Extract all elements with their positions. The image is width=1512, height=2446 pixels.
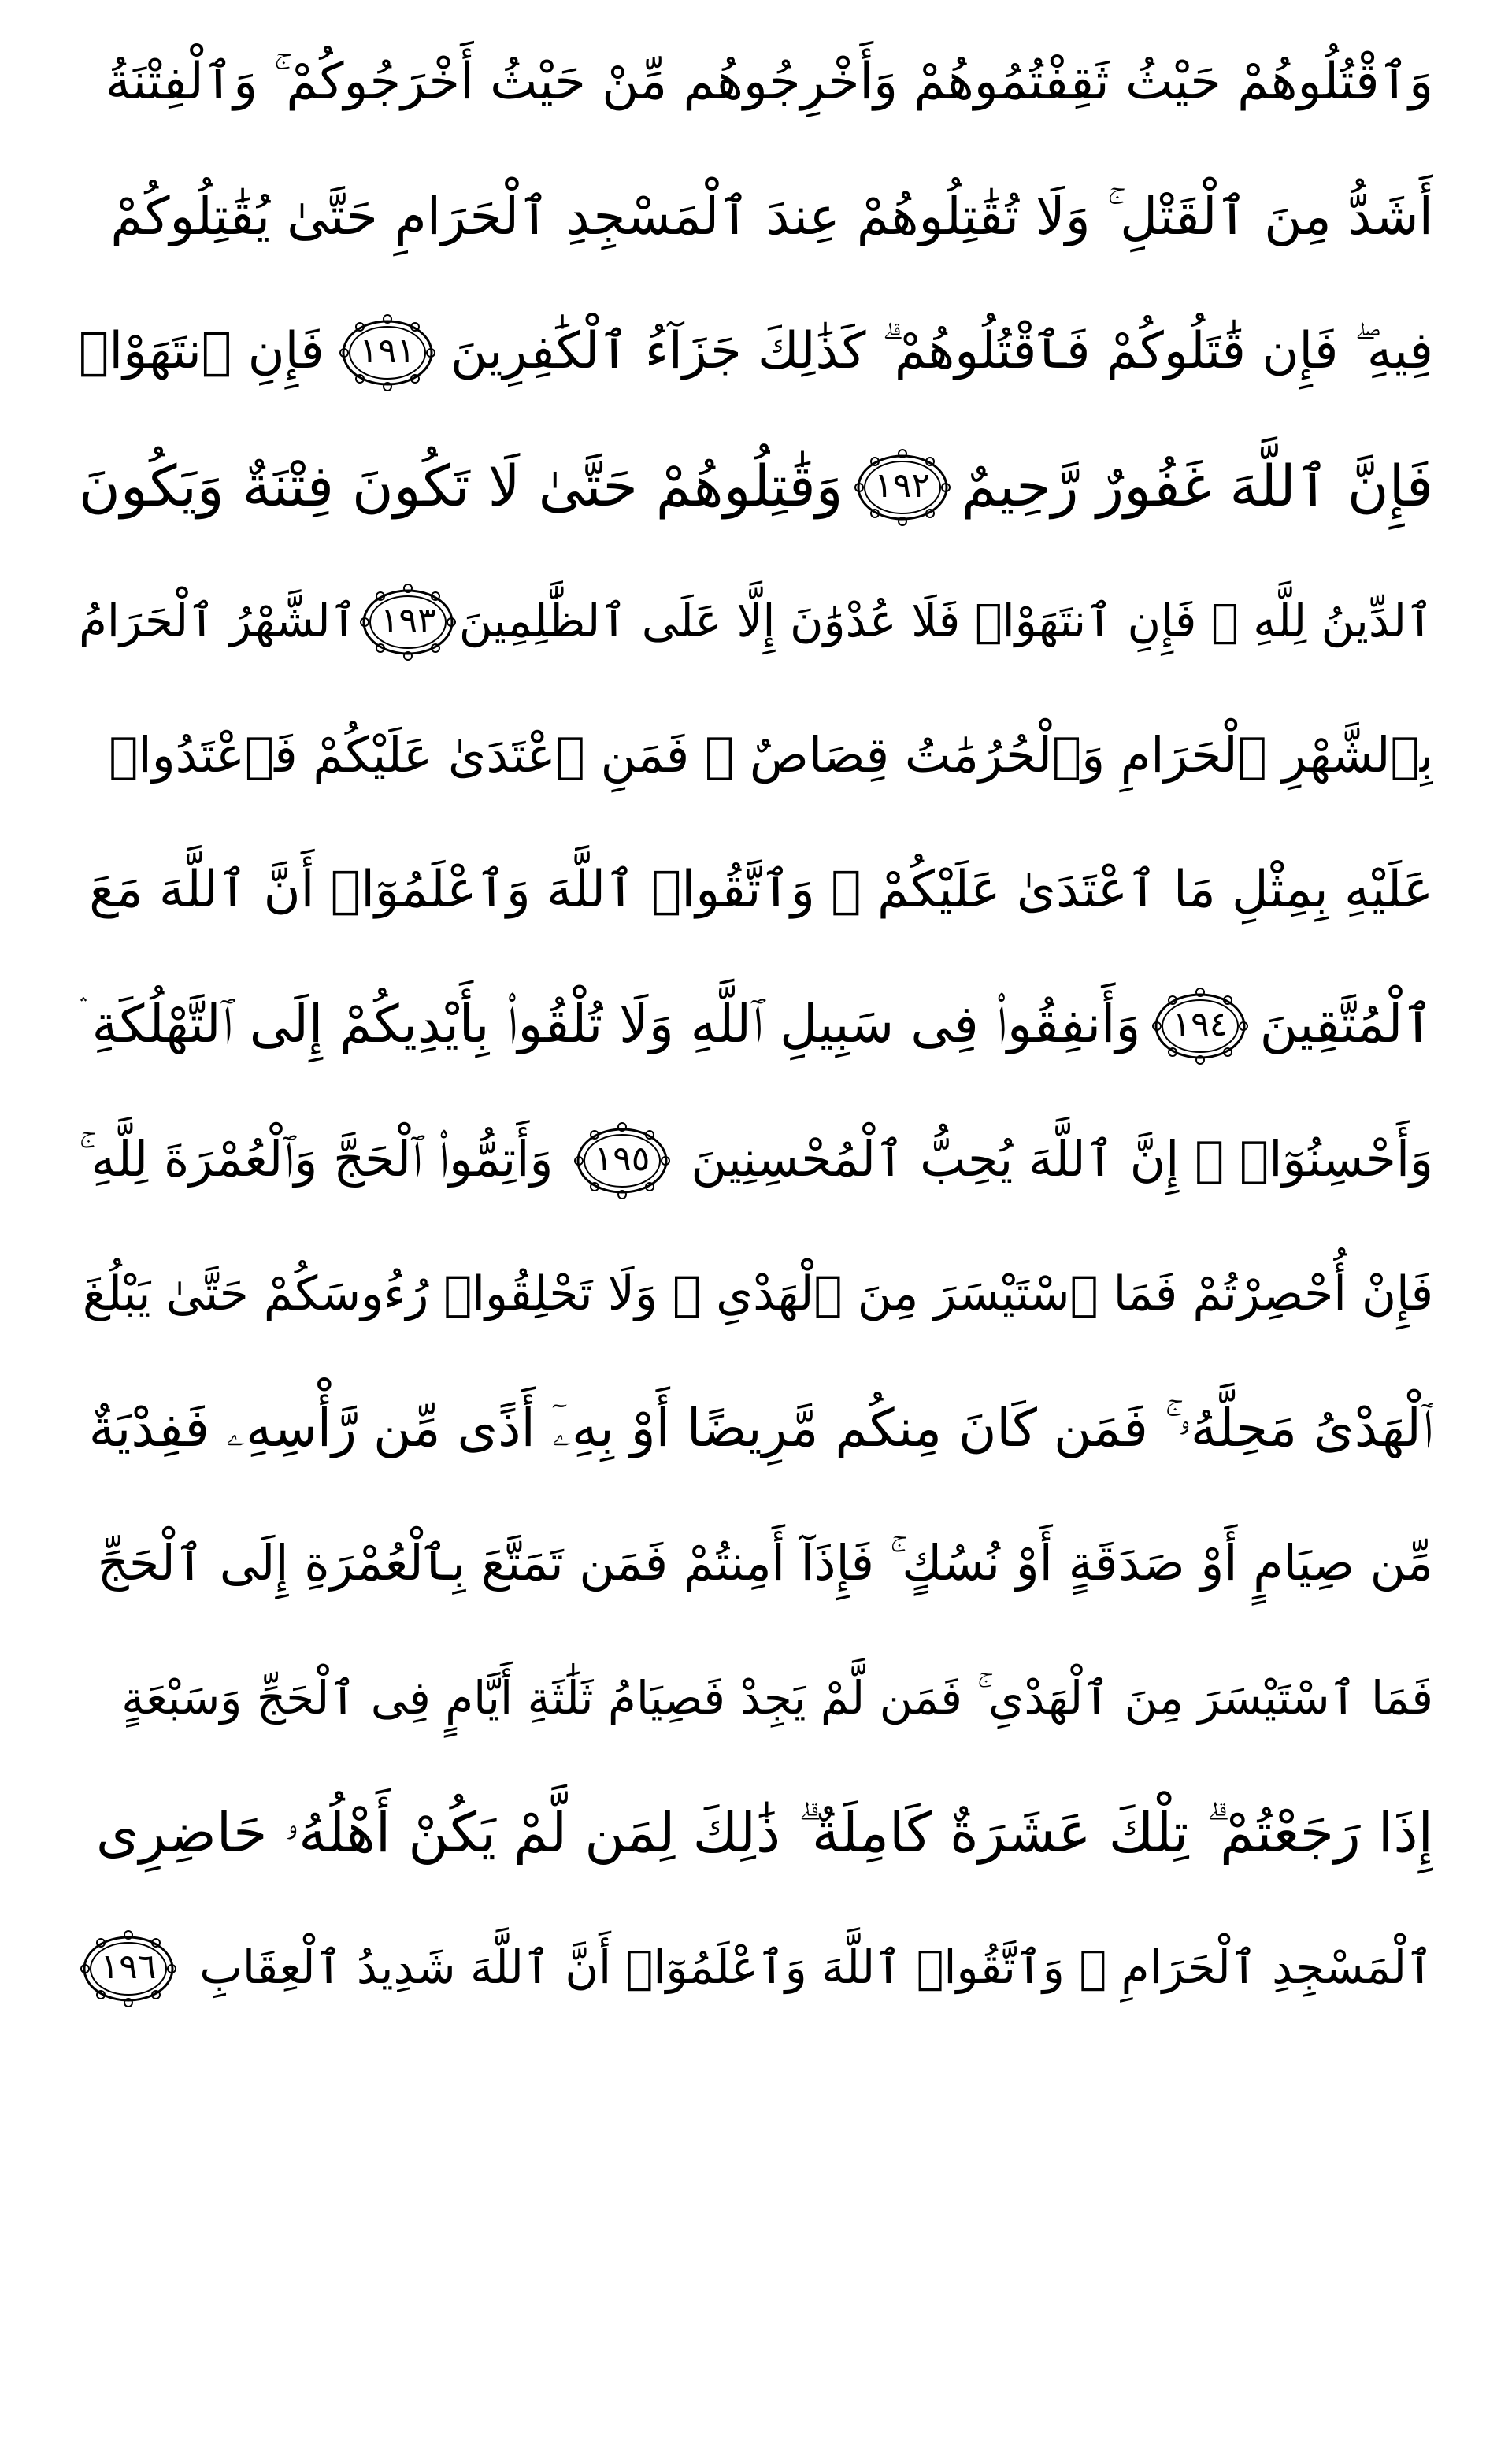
verse-text: بِٱلشَّهْرِ ٱلْحَرَامِ وَٱلْحُرُمَٰتُ قِصَاصٌ ۚ فَمَنِ ٱعْتَدَىٰ عَلَيْكُمْ فَٱعْتَدُوا۟ [109, 725, 1433, 784]
text-line [79, 1630, 1433, 1765]
verse-text: إِذَا رَجَعْتُمْ ۗ تِلْكَ عَشَرَةٌ كَامِلَةٌ ۗ ذَٰلِكَ لِمَن لَّمْ يَكُنْ أَهْلُهُۥ حَاضِرِى [95, 1799, 1433, 1865]
text-line [79, 822, 1433, 957]
text-line [79, 1495, 1433, 1630]
ayah-end-marker [358, 579, 458, 662]
text-line [79, 957, 1433, 1091]
verse-text: أَشَدُّ مِنَ ٱلْقَتْلِ ۚ وَلَا تُقَٰتِلُوهُمْ عِندَ ٱلْمَسْجِدِ ٱلْحَرَامِ حَتَّىٰ يُقَٰتِلُوكُمْ [110, 185, 1433, 246]
text-line [79, 1361, 1433, 1495]
verse-text: وَقَٰتِلُوهُمْ حَتَّىٰ لَا تَكُونَ فِتْنَةٌ وَيَكُونَ [79, 452, 843, 519]
text-line [79, 1226, 1433, 1361]
verse-text: فَإِنْ أُحْصِرْتُمْ فَمَا ٱسْتَيْسَرَ مِنَ ٱلْهَدْىِ ۖ وَلَا تَحْلِقُوا۟ رُءُوسَكُمْ حَتَّىٰ يَبْلُغَ [82, 1266, 1433, 1321]
ayah-number: ١٩٢ [874, 465, 931, 506]
verse-text: فَمَا ٱسْتَيْسَرَ مِنَ ٱلْهَدْىِ ۚ فَمَن لَّمْ يَجِدْ فَصِيَامُ ثَلَٰثَةِ أَيَّامٍ فِى ٱلْحَجِّ وَسَبْعَةٍ [121, 1670, 1433, 1725]
verse-text: وَأَتِمُّوا۟ ٱلْحَجَّ وَٱلْعُمْرَةَ لِلَّهِ ۚ [79, 1129, 554, 1188]
verse-text: وَأَحْسِنُوٓا۟ ۛ إِنَّ ٱللَّهَ يُحِبُّ ٱلْمُحْسِنِينَ [691, 1129, 1433, 1188]
verse-text: مِّن صِيَامٍ أَوْ صَدَقَةٍ أَوْ نُسُكٍ ۚ فَإِذَآ أَمِنتُمْ فَمَن تَمَتَّعَ بِٱلْعُمْرَةِ إِلَى ٱلْحَجِّ [97, 1533, 1433, 1592]
verse-text: ٱلْمُتَّقِينَ [1259, 993, 1433, 1054]
ayah-number: ١٩٣ [380, 599, 436, 640]
verse-text: عَلَيْهِ بِمِثْلِ مَا ٱعْتَدَىٰ عَلَيْكُمْ ۚ وَٱتَّقُوا۟ ٱللَّهَ وَٱعْلَمُوٓا۟ أَنَّ ٱللَّهَ مَعَ [89, 860, 1433, 919]
text-line [79, 418, 1433, 553]
ayah-end-marker [1151, 983, 1250, 1066]
text-line [79, 14, 1433, 149]
verse-text: ٱلدِّينُ لِلَّهِ ۖ فَإِنِ ٱنتَهَوْا۟ فَلَا عُدْوَٰنَ إِلَّا عَلَى ٱلظَّٰلِمِينَ [458, 593, 1433, 647]
text-line [79, 1765, 1433, 1899]
text-line [79, 284, 1433, 418]
text-line [79, 687, 1433, 822]
verse-text: ٱلْمَسْجِدِ ٱلْحَرَامِ ۚ وَٱتَّقُوا۟ ٱللَّهَ وَٱعْلَمُوٓا۟ أَنَّ ٱللَّهَ شَدِيدُ ٱلْعِقَابِ [199, 1940, 1433, 1994]
text-line [79, 553, 1433, 687]
ayah-number: ١٩٦ [100, 1946, 157, 1987]
text-line [79, 1091, 1433, 1226]
verse-text: فِيهِ ۖ فَإِن قَٰتَلُوكُمْ فَٱقْتُلُوهُمْ ۗ كَذَٰلِكَ جَزَآءُ ٱلْكَٰفِرِينَ [450, 321, 1433, 380]
verse-text: وَأَنفِقُوا۟ فِى سَبِيلِ ٱللَّهِ وَلَا تُلْقُوا۟ بِأَيْدِيكُمْ إِلَى ٱلتَّهْلُكَةِ ۛ [79, 993, 1141, 1054]
verse-text: فَإِنَّ ٱللَّهَ غَفُورٌ رَّحِيمٌ [961, 452, 1433, 519]
verse-text: وَٱقْتُلُوهُمْ حَيْثُ ثَقِفْتُمُوهُمْ وَأَخْرِجُوهُم مِّنْ حَيْثُ أَخْرَجُوكُمْ ۚ وَٱلْفِتْنَةُ [105, 52, 1433, 111]
ayah-number: ١٩٥ [594, 1138, 650, 1179]
text-line [79, 1899, 1433, 2034]
text-line [79, 149, 1433, 284]
ayah-end-marker [573, 1117, 672, 1201]
ayah-end-marker [79, 1925, 178, 2009]
verse-text: ٱلشَّهْرُ ٱلْحَرَامُ [79, 593, 358, 647]
ayah-number: ١٩٤ [1172, 1003, 1228, 1044]
ayah-end-marker [338, 309, 437, 393]
verse-text: ٱلْهَدْىُ مَحِلَّهُۥ ۚ فَمَن كَانَ مِنكُم مَّرِيضًا أَوْ بِهِۦٓ أَذًى مِّن رَّأْسِهِۦ فَفِدْيَةٌ [88, 1397, 1433, 1458]
ayah-end-marker [853, 444, 952, 528]
ayah-number: ١٩١ [359, 330, 416, 371]
verse-text: فَإِنِ ٱنتَهَوْا۟ [79, 321, 324, 380]
